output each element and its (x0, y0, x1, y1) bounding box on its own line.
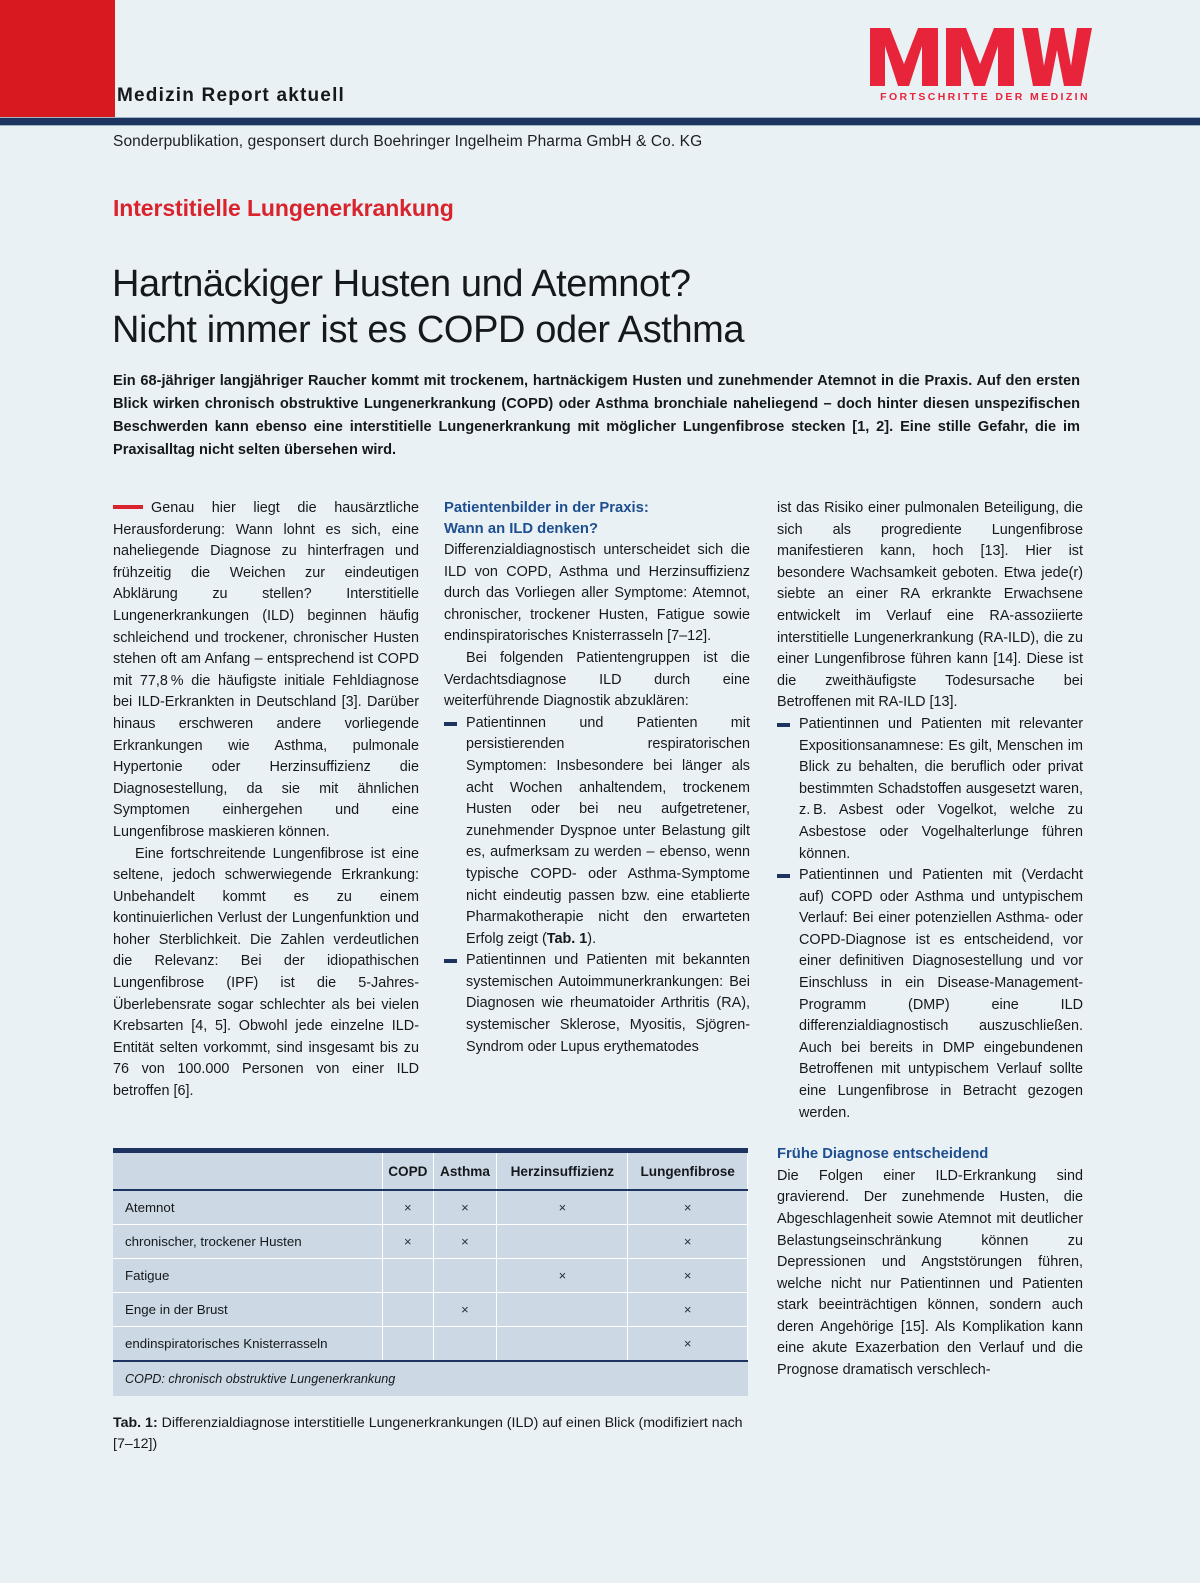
cell-lungenfibrose: × (628, 1327, 748, 1362)
table-header-row (113, 1151, 748, 1191)
mmw-logo (870, 28, 1092, 103)
cell-asthma: × (433, 1190, 497, 1225)
list-item: Patientinnen und Patienten mit bekannten systemischen Autoimmunerkrankungen: Bei Diagnosen wie rheumatoider Arthritis (RA), systemischer Sklerose, Myositis, Sjögren-Syndrom oder Lupus erythematodes (444, 950, 750, 1058)
table-caption (113, 1413, 748, 1455)
cell-copd (383, 1327, 434, 1362)
cell-herzinsuffizienz (497, 1225, 628, 1259)
bullet-1-text-part-2: ). (587, 930, 597, 947)
col2-paragraph-1: Differenzialdiagnostisch unterscheidet sich die ILD von COPD, Asthma und Herzinsuffizienz durch das Vorliegen aller Symptome: Atemnot, chronischer, trockener Husten, Fatigue sowie endinspiratorisches Knisterrasseln [7–12]. (444, 542, 750, 645)
paragraph-dinkus-icon (113, 505, 143, 509)
row-label: Atemnot (113, 1190, 383, 1225)
table-row (113, 1259, 748, 1293)
cell-lungenfibrose: × (628, 1225, 748, 1259)
cell-herzinsuffizienz: × (497, 1190, 628, 1225)
row-label: endinspiratorisches Knisterrasseln (113, 1327, 383, 1362)
table-header-asthma: Asthma (433, 1151, 497, 1191)
mmw-logo-subtitle: FORTSCHRITTE DER MEDIZIN (880, 91, 1090, 103)
col3-bullet-list (777, 714, 1083, 1124)
differential-diagnosis-table (113, 1148, 748, 1396)
bullet-1-text-part-1: Patientinnen und Patienten mit persistierenden respiratorischen Symptomen: Insbesondere bei länger als acht Wochen anhaltendem, trockenem Husten oder bei neu aufgetretener, zunehmender Dyspnoe unter Belastung gilt es, aufmerksam zu werden – ebenso, wenn typische COPD- oder Asthma-Symptome nicht eindeutig passen bzw. eine etablierte Pharmakotherapie nicht den erwarteten Erfolg zeigt ( (466, 714, 750, 947)
headline-line-1: Hartnäckiger Husten und Atemnot? (112, 263, 691, 306)
col1-paragraph-1 (113, 498, 419, 844)
table-row (113, 1293, 748, 1327)
cell-herzinsuffizienz (497, 1327, 628, 1362)
column-1 (113, 498, 419, 1118)
column3-subheading: Frühe Diagnose entscheidend (777, 1146, 989, 1163)
table-header-herzinsuffizienz: Herzinsuffizienz (497, 1151, 628, 1191)
cell-copd: × (383, 1190, 434, 1225)
sponsor-line: Sonderpublikation, gesponsert durch Boehringer Ingelheim Pharma GmbH & Co. KG (113, 133, 703, 150)
column-2 (444, 498, 750, 1118)
col3-final-paragraph: Die Folgen einer ILD-Erkrankung sind gravierend. Der zunehmende Husten, die Abgeschlagenheit sowie Atemnot mit deutlicher Belastungseinschränkung können zu Depressionen und Angststörungen führen, welche nicht nur Patientinnen und Patienten stark beeinträchtigen können, sondern auch deren Angehörige [15]. Als Komplikation kann eine akute Exazerbation den Verlauf und die Prognose dramatisch verschlech- (777, 1167, 1083, 1379)
col1-paragraph-1-text: Genau hier liegt die hausärztliche Herausforderung: Wann lohnt es sich, eine naheliegende Diagnose zu hinterfragen und frühzeitig die Weichen zur eindeutigen Abklärung zu stellen? Interstitielle Lungenerkrankungen (ILD) beginnen häufig schleichend und trockener, chronischer Husten stehen oft am Anfang – entsprechend ist COPD mit 77,8 % die häufigste initiale Fehldiagnose bei ILD-Erkrankten in Deutschland [3]. Darüber hinaus erschweren andere vorliegende Erkrankungen wie Asthma, pulmonale Hypertonie oder Herzinsuffizienz die Diagnosestellung, da sie mit ähnlichen Symptomen einhergehen und eine Lungenfibrose maskieren können. (113, 500, 419, 840)
table-caption-label: Tab. 1: (113, 1415, 158, 1431)
cell-lungenfibrose: × (628, 1293, 748, 1327)
cell-herzinsuffizienz: × (497, 1259, 628, 1293)
column2-subheading-line-2: Wann an ILD denken? (444, 520, 599, 537)
col2-bullet-list (444, 713, 750, 1059)
header-navy-rule (0, 117, 1200, 126)
masthead (0, 0, 1200, 117)
col2-paragraph-2: Bei folgenden Patientengruppen ist die Verdachtsdiagnose ILD durch eine weiterführende Diagnostik abzuklären: (444, 649, 750, 710)
page-title (112, 261, 744, 353)
masthead-title: Medizin Report aktuell (117, 85, 346, 106)
table-header-corner (113, 1151, 383, 1191)
table-block (113, 1148, 748, 1455)
table-caption-text: Differenzialdiagnose interstitielle Lungenerkrankungen (ILD) auf einen Blick (modifiziert nach [7–12]) (113, 1415, 743, 1452)
row-label: chronischer, trockener Husten (113, 1225, 383, 1259)
table-header-copd: COPD (383, 1151, 434, 1191)
cell-copd: × (383, 1225, 434, 1259)
table-header (113, 1151, 748, 1191)
col1-paragraph-2: Eine fortschreitende Lungenfibrose ist eine seltene, jedoch schwerwiegende Erkrankung: Unbehandelt kommt es zu einem kontinuierlichen Verlust der Lungenfunktion und hoher Sterblichkeit. Die Zahlen verdeutlichen die Relevanz: Bei der idiopathischen Lungenfibrose (IPF) ist die 5-Jahres-Überlebensrate sogar schlechter als bei vielen Krebsarten [4, 5]. Obwohl jede einzelne ILD-Entität selten vorkommt, sind insgesamt bis zu 76 von 100.000 Personen von einer ILD betroffen [6]. (113, 845, 419, 1100)
table-row (113, 1327, 748, 1362)
row-label: Enge in der Brust (113, 1293, 383, 1327)
cell-asthma (433, 1259, 497, 1293)
cell-copd (383, 1259, 434, 1293)
table-row (113, 1190, 748, 1225)
mmw-logo-icon (870, 28, 1092, 86)
cell-asthma: × (433, 1225, 497, 1259)
table-row (113, 1225, 748, 1259)
cell-herzinsuffizienz (497, 1293, 628, 1327)
list-item: Patientinnen und Patienten mit relevanter Expositionsanamnese: Es gilt, Menschen im Blick zu behalten, die beruflich oder privat bestimmten Schadstoffen ausgesetzt waren, z. B. Asbest oder Vogelkot, welche zu Asbestose oder Vogelhalterlunge führen können. (777, 714, 1083, 865)
cell-lungenfibrose: × (628, 1259, 748, 1293)
article-kicker: Interstitielle Lungenerkrankung (113, 195, 454, 221)
cell-asthma (433, 1327, 497, 1362)
table-header-lungenfibrose: Lungenfibrose (628, 1151, 748, 1191)
column-3 (777, 498, 1083, 1382)
list-item: Patientinnen und Patienten mit (Verdacht auf) COPD oder Asthma und untypischem Verlauf: Bei einer potenziellen Asthma- oder COPD-Diagnose ist es entscheidend, vor einer definitiven Diagnosestellung und vor Einschluss in ein Disease-Management-Programm (DMP) eine ILD differenzialdiagnostisch auszuschließen. Auch bei bereits in DMP eingebundenen Betroffenen mit untypischem Verlauf sollte eine Lungenfibrose in Betracht gezogen werden. (777, 865, 1083, 1124)
table-footnote-row (113, 1361, 748, 1396)
lead-paragraph: Ein 68-jähriger langjähriger Raucher kommt mit trockenem, hartnäckigem Husten und zunehmender Atemnot in die Praxis. Auf den ersten Blick wirken chronisch obstruktive Lungenerkrankung (COPD) oder Asthma bronchiale naheliegend – doch hinter diesen unspezifischen Beschwerden kann ebenso eine interstitielle Lungenerkrankung mit möglicher Lungenfibrose stecken [1, 2]. Eine stille Gefahr, die im Praxisalltag nicht selten übersehen wird. (113, 373, 1080, 458)
table-footnote: COPD: chronisch obstruktive Lungenerkrankung (113, 1361, 748, 1396)
table-body (113, 1190, 748, 1396)
cell-lungenfibrose: × (628, 1190, 748, 1225)
bullet-1-table-reference: Tab. 1 (546, 930, 588, 947)
masthead-red-block (0, 0, 115, 117)
col3-continuation-paragraph: ist das Risiko einer pulmonalen Beteiligung, die sich als progrediente Lungenfibrose manifestieren kann, hoch [13]. Hier ist besondere Wachsamkeit geboten. Etwa jede(r) siebte an einer RA erkrankte Erwachsene entwickelt im Verlauf eine RA-assoziierte interstitielle Lungenerkrankung (RA-ILD), die zu einer Lungenfibrose führen kann [14]. Diese ist die zweithäufigste Todesursache bei Betroffenen mit RA-ILD [13]. (777, 500, 1083, 711)
column2-subheading-line-1: Patientenbilder in der Praxis: (444, 500, 649, 516)
cell-asthma: × (433, 1293, 497, 1327)
column2-subheading (444, 498, 750, 539)
list-item (444, 713, 750, 951)
row-label: Fatigue (113, 1259, 383, 1293)
headline-line-2: Nicht immer ist es COPD oder Asthma (112, 309, 745, 352)
cell-copd (383, 1293, 434, 1327)
